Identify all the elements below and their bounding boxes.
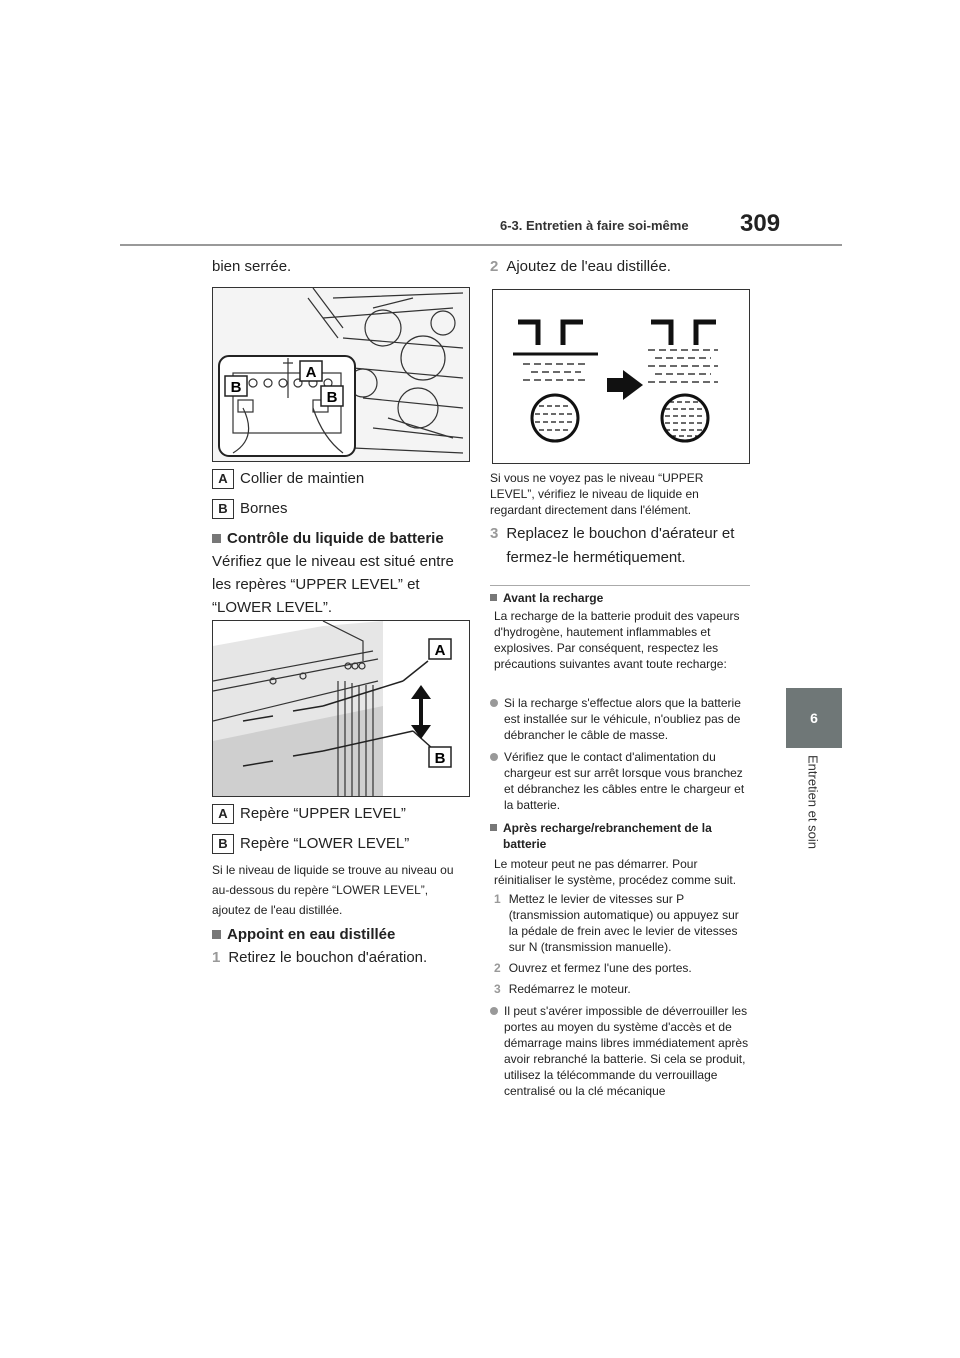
subsection-body: La recharge de la batterie produit des vapeurs d'hydrogène, hautement inflammables et explosives. Par conséquent, respectez les précautions suivantes avant toute recharge: [494, 609, 740, 671]
section-heading: Contrôle du liquide de batterie [212, 528, 472, 550]
square-bullet-icon [490, 594, 497, 601]
chapter-tab-label: Entretien et soin [805, 755, 821, 849]
bullet-item: Si la recharge s'effectue alors que la batterie est installée sur le véhicule, n'oubliez pas de débrancher le câble de masse. [490, 695, 752, 743]
section-title: 6-3. Entretien à faire soi-même [500, 218, 689, 233]
legend-item [212, 468, 364, 490]
section-divider [490, 585, 750, 586]
step-text: Replacez le bouchon d'aérateur et fermez-le hermétiquement. [506, 525, 735, 566]
step-text: Retirez le bouchon d'aération. [228, 949, 428, 966]
battery-clamp-illustration [213, 288, 469, 461]
subsection-body: Le moteur peut ne pas démarrer. Pour réinitialiser le système, procédez comme suit. [494, 857, 737, 887]
bullet-dot-icon [490, 1007, 498, 1015]
legend-badge: A [212, 469, 234, 489]
legend-badge: B [212, 834, 234, 854]
step-number: 2 [494, 961, 501, 975]
bullet-item: Vérifiez que le contact d'alimentation du chargeur est sur arrêt lorsque vous branchez et débranchez les câbles entre le chargeur et la batterie. [490, 749, 752, 813]
step-item [212, 946, 472, 969]
fig1-label-b-left: B [230, 379, 242, 396]
bullet-dot-icon [490, 699, 498, 707]
legend-text: Bornes [240, 500, 288, 517]
page-number: 309 [740, 210, 781, 237]
legend-badge: A [212, 804, 234, 824]
chapter-tab: 6 [786, 688, 842, 748]
fluid-level-illustration [213, 621, 469, 796]
fig1-label-b-right: B [326, 389, 338, 406]
bullet-dot-icon [490, 753, 498, 761]
step-number: 2 [490, 258, 499, 275]
note-text: Si le niveau de liquide se trouve au niveau ou au-dessous du repère “LOWER LEVEL”, ajoutez de l'eau distillée. [212, 863, 454, 917]
fig2-label-b: B [434, 750, 446, 767]
fluid-level-figure [212, 620, 470, 797]
square-bullet-icon [490, 824, 497, 831]
step-item [490, 522, 750, 570]
step-number: 3 [490, 525, 499, 542]
distilled-water-illustration [493, 290, 749, 463]
step-number: 1 [494, 892, 501, 906]
fig2-label-a: A [434, 642, 446, 659]
step-item [494, 891, 750, 955]
note-text: Si vous ne voyez pas le niveau “UPPER LEVEL”, vérifiez le niveau de liquide en regardant directement dans l'élément. [490, 471, 704, 517]
legend-badge: B [212, 499, 234, 519]
square-bullet-icon [212, 930, 221, 939]
subsection-heading: Avant la recharge [490, 590, 750, 606]
legend-text: Repère “LOWER LEVEL” [240, 835, 410, 852]
step-item [490, 255, 750, 278]
section-body: Vérifiez que le niveau est situé entre les repères “UPPER LEVEL” et “LOWER LEVEL”. [212, 553, 454, 616]
step-text: Ajoutez de l'eau distillée. [506, 258, 671, 275]
header-divider [120, 244, 842, 246]
square-bullet-icon [212, 534, 221, 543]
step-item [494, 960, 750, 976]
subsection-heading: Après recharge/rebranchement de la batterie [490, 820, 752, 852]
battery-clamp-figure [212, 287, 470, 462]
step-text: Mettez le levier de vitesses sur P (transmission automatique) ou appuyez sur la pédale de frein avec le levier de vitesses sur N (transmission manuelle). [508, 892, 739, 954]
legend-item [212, 498, 288, 520]
intro-text: bien serrée. [212, 258, 292, 275]
bullet-item: Il peut s'avérer impossible de déverrouiller les portes au moyen du système d'accès et de démarrage mains libres immédiatement après avoir rebranché la batterie. Si cela se produit, utilisez la télécommande du verrouillage centralisé ou la clé mécanique [490, 1003, 752, 1099]
step-item [494, 981, 750, 997]
step-text: Redémarrez le moteur. [508, 982, 631, 996]
fig1-label-a: A [305, 364, 317, 381]
legend-item [212, 803, 406, 825]
step-number: 3 [494, 982, 501, 996]
section-heading: Appoint en eau distillée [212, 924, 472, 946]
step-number: 1 [212, 949, 221, 966]
legend-text: Collier de maintien [240, 470, 365, 487]
legend-item [212, 833, 409, 855]
legend-text: Repère “UPPER LEVEL” [240, 805, 406, 822]
step-text: Ouvrez et fermez l'une des portes. [508, 961, 692, 975]
distilled-water-figure [492, 289, 750, 464]
